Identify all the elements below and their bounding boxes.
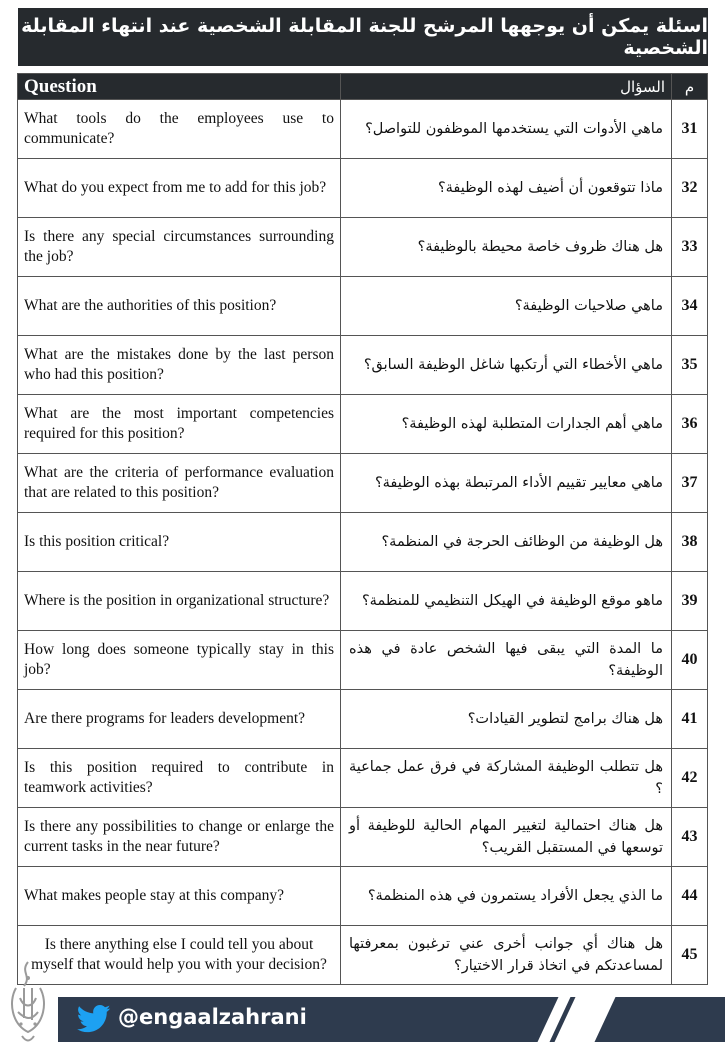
question-en-cell: What are the authorities of this position? [18, 277, 341, 336]
table-row [18, 749, 708, 808]
table-header-row [18, 74, 708, 100]
question-number-cell: 37 [672, 454, 708, 513]
question-ar-cell: ماهي الأخطاء التي أرتكبها شاغل الوظيفة السابق؟ [341, 336, 672, 395]
question-number-cell: 35 [672, 336, 708, 395]
question-number-cell: 40 [672, 631, 708, 690]
question-en-cell: What are the mistakes done by the last person who had this position? [18, 336, 341, 395]
question-number-cell: 33 [672, 218, 708, 277]
table-row [18, 867, 708, 926]
question-ar-cell: ماهي أهم الجدارات المتطلبة لهذه الوظيفة؟ [341, 395, 672, 454]
twitter-bird-icon[interactable] [77, 1004, 111, 1034]
question-en-cell: Is there anything else I could tell you about myself that would help you with your decision? [18, 926, 341, 985]
question-ar-cell: هل هناك ظروف خاصة محيطة بالوظيفة؟ [341, 218, 672, 277]
question-number-cell: 38 [672, 513, 708, 572]
question-ar-cell: ما الذي يجعل الأفراد يستمرون في هذه المنظمة؟ [341, 867, 672, 926]
twitter-handle[interactable]: @engaalzahrani [118, 1005, 307, 1029]
question-number-cell: 42 [672, 749, 708, 808]
table-row [18, 395, 708, 454]
page-title-banner [18, 8, 708, 66]
question-number-cell: 32 [672, 159, 708, 218]
question-number-cell: 45 [672, 926, 708, 985]
question-ar-cell: ماذا تتوقعون أن أضيف لهذه الوظيفة؟ [341, 159, 672, 218]
questions-table-wrapper [17, 73, 707, 985]
table-row [18, 690, 708, 749]
question-ar-cell: ماهي معايير تقييم الأداء المرتبطة بهذه الوظيفة؟ [341, 454, 672, 513]
question-en-cell: What are the criteria of performance evaluation that are related to this position? [18, 454, 341, 513]
question-en-cell: Is there any possibilities to change or enlarge the current tasks in the near future? [18, 808, 341, 867]
question-en-cell: What do you expect from me to add for this job? [18, 159, 341, 218]
question-ar-cell: ما المدة التي يبقى فيها الشخص عادة في هذه الوظيفة؟ [341, 631, 672, 690]
question-ar-cell: ماهو موقع الوظيفة في الهيكل التنظيمي للمنظمة؟ [341, 572, 672, 631]
question-en-cell: What makes people stay at this company? [18, 867, 341, 926]
footer [0, 994, 725, 1047]
table-row [18, 631, 708, 690]
question-number-cell: 43 [672, 808, 708, 867]
question-en-cell: What tools do the employees use to communicate? [18, 100, 341, 159]
table-row [18, 100, 708, 159]
question-ar-cell: هل هناك أي جوانب أخرى عني ترغبون بمعرفتها لمساعدتكم في اتخاذ قرار الاختيار؟ [341, 926, 672, 985]
question-number-cell: 44 [672, 867, 708, 926]
questions-table [17, 73, 708, 985]
question-number-cell: 41 [672, 690, 708, 749]
table-row [18, 277, 708, 336]
question-en-cell: Is there any special circumstances surrounding the job? [18, 218, 341, 277]
question-en-cell: What are the most important competencies required for this position? [18, 395, 341, 454]
table-row [18, 159, 708, 218]
page-title: اسئلة يمكن أن يوجهها المرشح للجنة المقابلة الشخصية عند انتهاء المقابلة الشخصية [21, 15, 708, 59]
question-ar-cell: ماهي الأدوات التي يستخدمها الموظفون للتواصل؟ [341, 100, 672, 159]
question-ar-cell: هل هناك احتمالية لتغيير المهام الحالية للوظيفة أو توسعها في المستقبل القريب؟ [341, 808, 672, 867]
question-number-cell: 34 [672, 277, 708, 336]
question-en-cell: Is this position required to contribute in teamwork activities? [18, 749, 341, 808]
question-number-cell: 36 [672, 395, 708, 454]
question-en-cell: How long does someone typically stay in this job? [18, 631, 341, 690]
question-ar-cell: ماهي صلاحيات الوظيفة؟ [341, 277, 672, 336]
question-en-cell: Are there programs for leaders development? [18, 690, 341, 749]
table-row [18, 336, 708, 395]
question-ar-cell: هل الوظيفة من الوظائف الحرجة في المنظمة؟ [341, 513, 672, 572]
table-row [18, 513, 708, 572]
table-row [18, 808, 708, 867]
table-row [18, 572, 708, 631]
table-body [18, 100, 708, 985]
header-number: م [672, 74, 708, 100]
header-question-en: Question [18, 74, 341, 100]
table-row [18, 454, 708, 513]
question-ar-cell: هل هناك برامج لتطوير القيادات؟ [341, 690, 672, 749]
question-en-cell: Where is the position in organizational structure? [18, 572, 341, 631]
question-ar-cell: هل تتطلب الوظيفة المشاركة في فرق عمل جماعية ؟ [341, 749, 672, 808]
table-row [18, 926, 708, 985]
question-number-cell: 31 [672, 100, 708, 159]
question-number-cell: 39 [672, 572, 708, 631]
table-row [18, 218, 708, 277]
question-en-cell: Is this position critical? [18, 513, 341, 572]
header-question-ar: السؤال [341, 74, 672, 100]
